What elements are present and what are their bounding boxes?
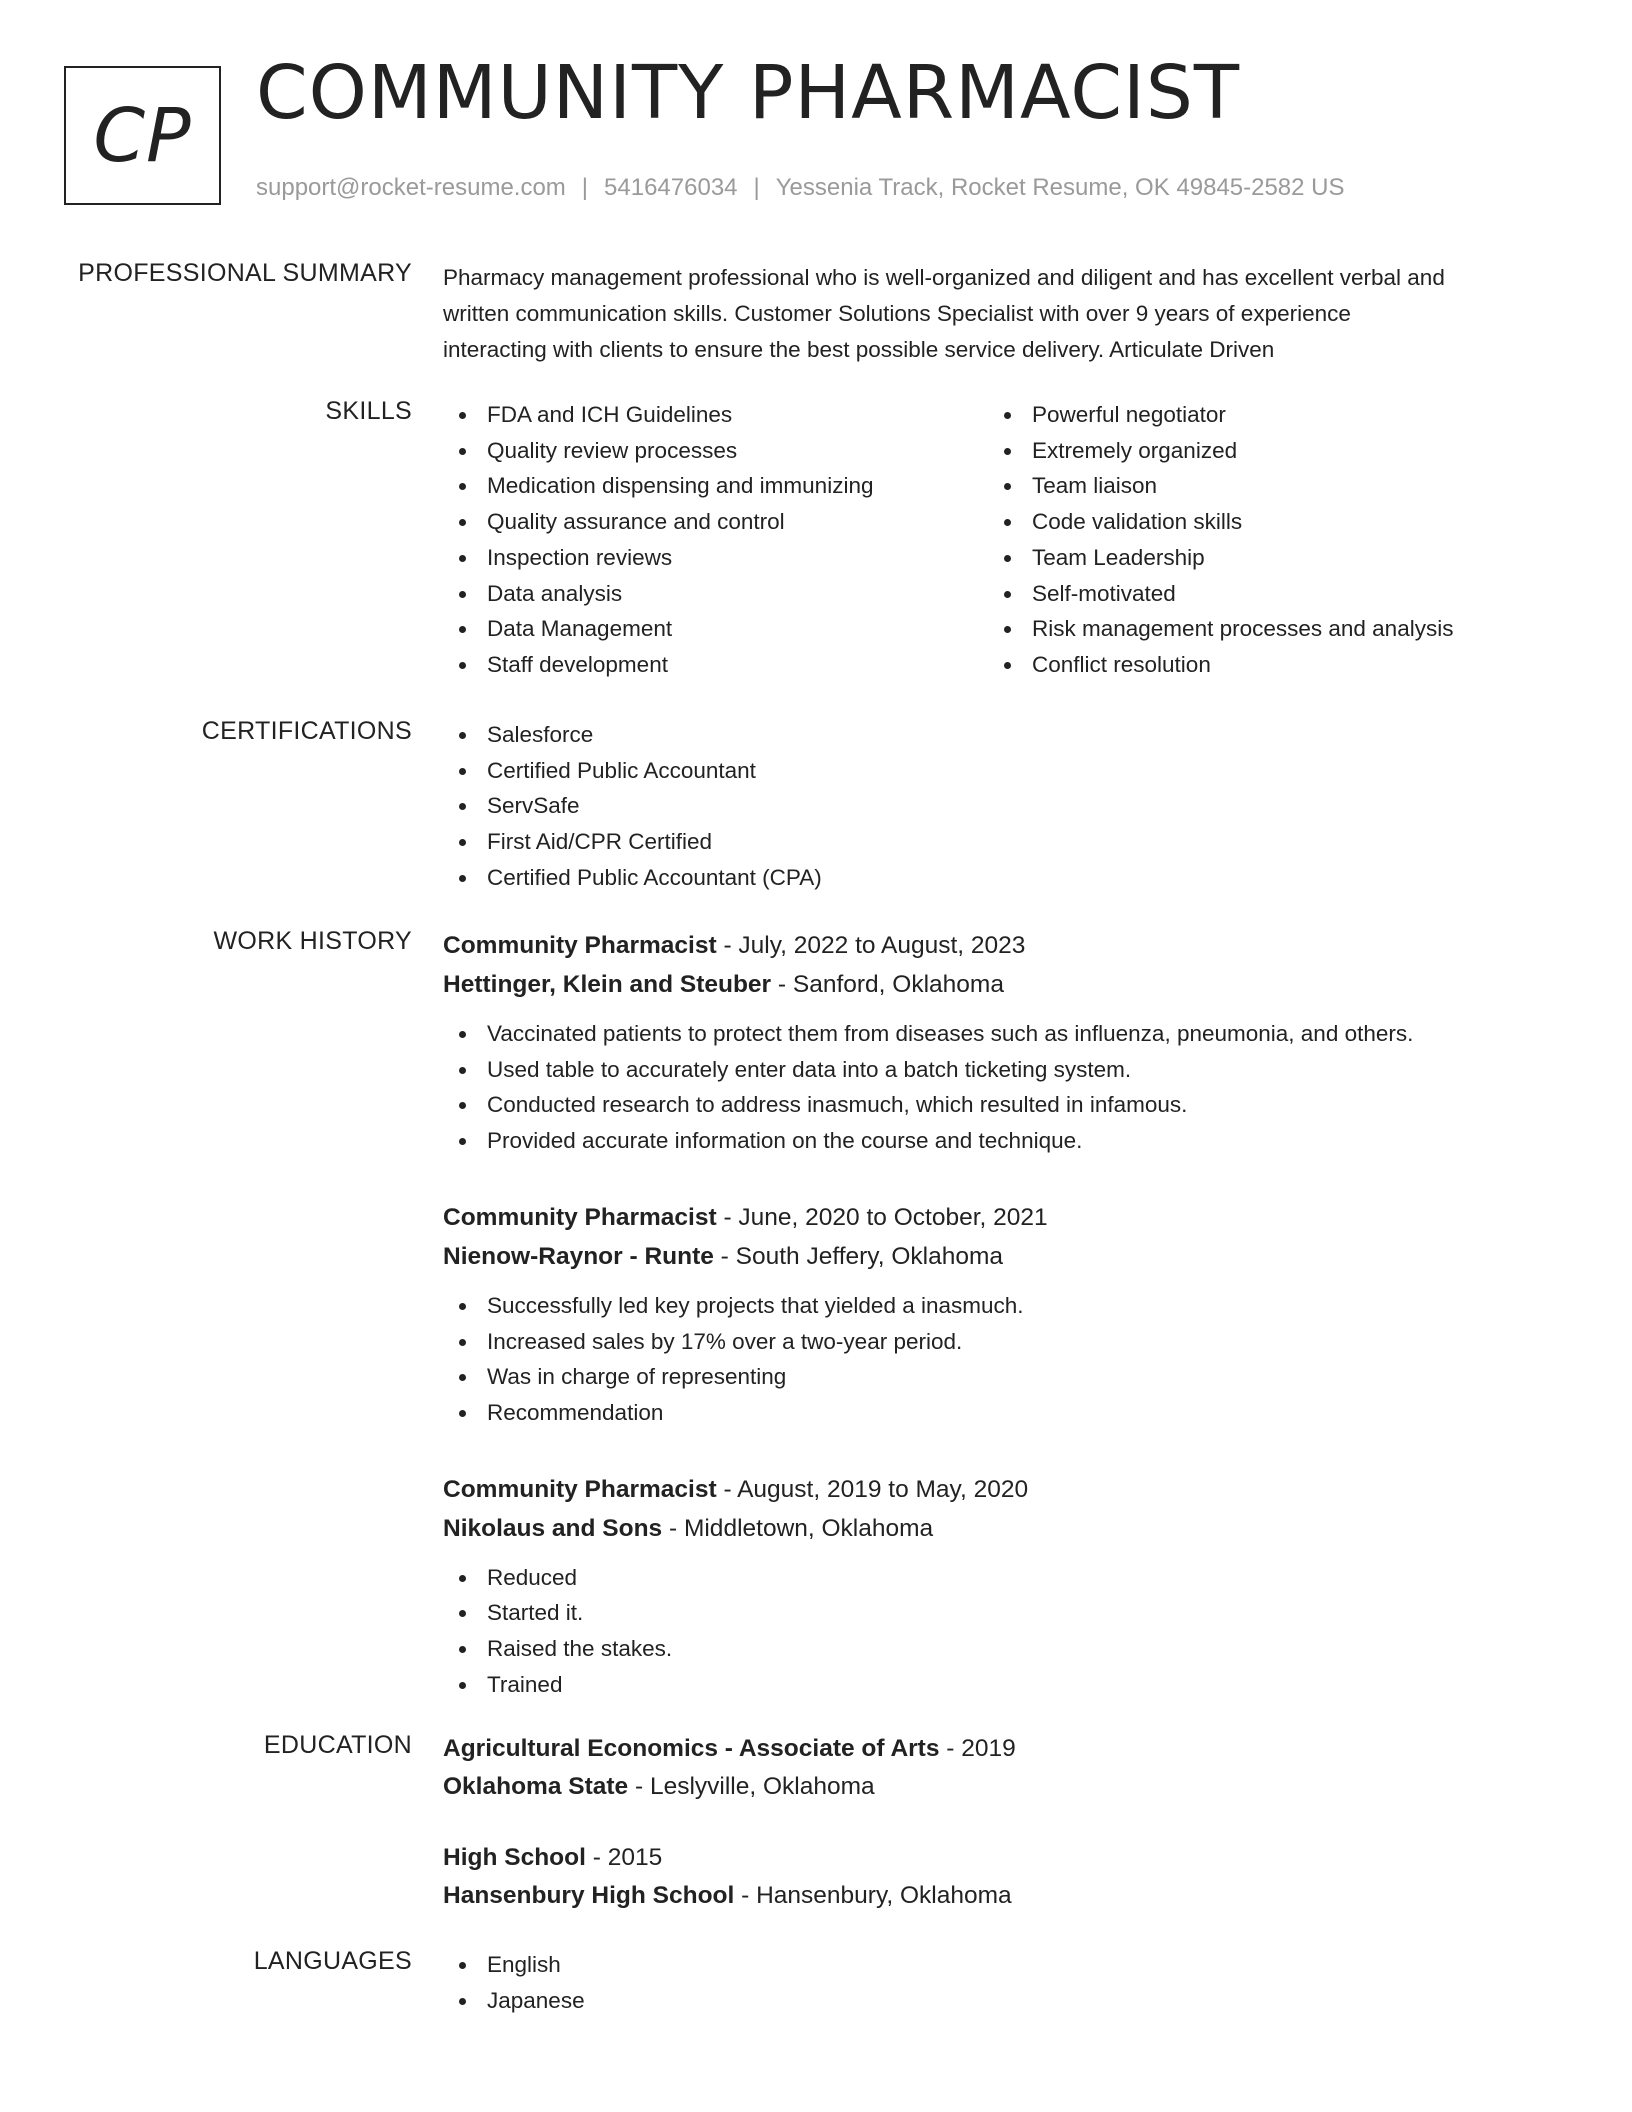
- section-label-certifications: CERTIFICATIONS: [201, 717, 412, 745]
- job-bullet: Recommendation: [443, 1395, 1553, 1431]
- job-bullets: [443, 1288, 1553, 1431]
- certifications-body: [443, 717, 1553, 896]
- skills-column-left: [443, 397, 873, 683]
- skill-item: Powerful negotiator: [988, 397, 1453, 433]
- contact-line: [256, 174, 1345, 202]
- skill-item: Risk management processes and analysis: [988, 611, 1453, 647]
- certification-item: Certified Public Accountant (CPA): [443, 860, 1553, 896]
- skill-item: Extremely organized: [988, 433, 1453, 469]
- resume-title: COMMUNITY PHARMACIST: [256, 50, 1241, 136]
- language-item: Japanese: [443, 1983, 1553, 2019]
- contact-address: Yessenia Track, Rocket Resume, OK 49845-2582 US: [775, 174, 1345, 201]
- job-bullet: Raised the stakes.: [443, 1631, 1553, 1667]
- contact-separator: |: [753, 174, 760, 201]
- skill-item: Data analysis: [443, 576, 873, 612]
- education-year: - 2015: [585, 1844, 663, 1871]
- summary-body: [443, 260, 1553, 368]
- job-bullet: Provided accurate information on the course and technique.: [443, 1123, 1553, 1159]
- section-label-education: EDUCATION: [263, 1731, 412, 1759]
- job-bullet: Used table to accurately enter data into a batch ticketing system.: [443, 1052, 1553, 1088]
- job-title-line: [443, 926, 1553, 965]
- section-label-summary: PROFESSIONAL SUMMARY: [78, 259, 412, 287]
- skill-item: FDA and ICH Guidelines: [443, 397, 873, 433]
- summary-text: [443, 260, 1553, 368]
- skills-column-right: [988, 397, 1453, 683]
- job-entry: [443, 926, 1553, 1159]
- job-bullet: Vaccinated patients to protect them from diseases such as influenza, pneumonia, and others.: [443, 1016, 1553, 1052]
- education-school-line: [443, 1768, 1553, 1806]
- languages-body: [443, 1947, 1553, 2018]
- job-bullet: Reduced: [443, 1560, 1553, 1596]
- education-school: Hansenbury High School: [443, 1882, 735, 1909]
- summary-line: written communication skills. Customer Solutions Specialist with over 9 years of experience: [443, 301, 1351, 326]
- certification-item: Salesforce: [443, 717, 1553, 753]
- job-location: - South Jeffery, Oklahoma: [713, 1242, 1004, 1270]
- section-label-languages: LANGUAGES: [253, 1947, 412, 1975]
- job-company: Hettinger, Klein and Steuber: [443, 971, 772, 998]
- job-company-line: [443, 965, 1553, 1004]
- education-body: [443, 1730, 1553, 1915]
- education-location: - Hansenbury, Oklahoma: [734, 1882, 1012, 1909]
- skill-item: Team Leadership: [988, 540, 1453, 576]
- job-title: Community Pharmacist: [443, 1475, 717, 1503]
- skill-item: Staff development: [443, 647, 873, 683]
- contact-email[interactable]: support@rocket-resume.com: [256, 174, 566, 201]
- education-entry: [443, 1730, 1553, 1806]
- section-label-work-history: WORK HISTORY: [213, 927, 412, 955]
- section-label-skills: SKILLS: [325, 397, 412, 425]
- summary-line: Pharmacy management professional who is well-organized and diligent and has excellent verbal and: [443, 265, 1445, 290]
- job-company: Nienow-Raynor - Runte: [443, 1242, 714, 1270]
- job-bullet: Trained: [443, 1667, 1553, 1703]
- language-item: English: [443, 1947, 1553, 1983]
- job-dates: - August, 2019 to May, 2020: [716, 1475, 1029, 1503]
- job-company-line: [443, 1237, 1553, 1276]
- education-degree-line: [443, 1839, 1553, 1877]
- summary-line: interacting with clients to ensure the best possible service delivery. Articulate Driven: [443, 337, 1275, 362]
- education-year: - 2019: [939, 1735, 1016, 1762]
- job-company-line: [443, 1509, 1553, 1548]
- education-school-line: [443, 1877, 1553, 1915]
- job-bullet: Conducted research to address inasmuch, which resulted in infamous.: [443, 1087, 1553, 1123]
- job-entry: [443, 1198, 1553, 1431]
- skill-item: Data Management: [443, 611, 873, 647]
- job-bullet: Increased sales by 17% over a two-year period.: [443, 1324, 1553, 1360]
- job-dates: - June, 2020 to October, 2021: [716, 1203, 1048, 1231]
- education-degree: High School: [443, 1844, 586, 1871]
- skill-item: Team liaison: [988, 468, 1453, 504]
- skill-item: Medication dispensing and immunizing: [443, 468, 873, 504]
- certification-item: First Aid/CPR Certified: [443, 824, 1553, 860]
- job-bullets: [443, 1016, 1553, 1159]
- education-degree: Agricultural Economics - Associate of Arts: [443, 1735, 940, 1762]
- job-dates: - July, 2022 to August, 2023: [716, 932, 1026, 959]
- contact-separator: |: [581, 174, 589, 201]
- job-title-line: [443, 1470, 1553, 1509]
- contact-phone[interactable]: 5416476034: [604, 174, 738, 201]
- certification-item: Certified Public Accountant: [443, 753, 1553, 789]
- job-location: - Middletown, Oklahoma: [662, 1514, 934, 1542]
- job-title: Community Pharmacist: [443, 932, 717, 959]
- job-title: Community Pharmacist: [443, 1203, 717, 1231]
- skill-item: Inspection reviews: [443, 540, 873, 576]
- monogram-initials: CP: [93, 92, 192, 179]
- education-entry: [443, 1839, 1553, 1915]
- education-location: - Leslyville, Oklahoma: [628, 1773, 875, 1800]
- job-bullets: [443, 1560, 1553, 1703]
- skill-item: Code validation skills: [988, 504, 1453, 540]
- education-school: Oklahoma State: [443, 1773, 629, 1800]
- job-bullet: Started it.: [443, 1595, 1553, 1631]
- job-bullet: Successfully led key projects that yielded a inasmuch.: [443, 1288, 1553, 1324]
- job-bullet: Was in charge of representing: [443, 1359, 1553, 1395]
- skill-item: Quality assurance and control: [443, 504, 873, 540]
- job-location: - Sanford, Oklahoma: [771, 971, 1004, 998]
- skill-item: Quality review processes: [443, 433, 873, 469]
- education-degree-line: [443, 1730, 1553, 1768]
- skill-item: Self-motivated: [988, 576, 1453, 612]
- job-entry: [443, 1470, 1553, 1703]
- work-history-body: [443, 926, 1553, 1702]
- monogram-box: [64, 66, 221, 205]
- certification-item: ServSafe: [443, 788, 1553, 824]
- job-company: Nikolaus and Sons: [443, 1514, 663, 1542]
- skill-item: Conflict resolution: [988, 647, 1453, 683]
- job-title-line: [443, 1198, 1553, 1237]
